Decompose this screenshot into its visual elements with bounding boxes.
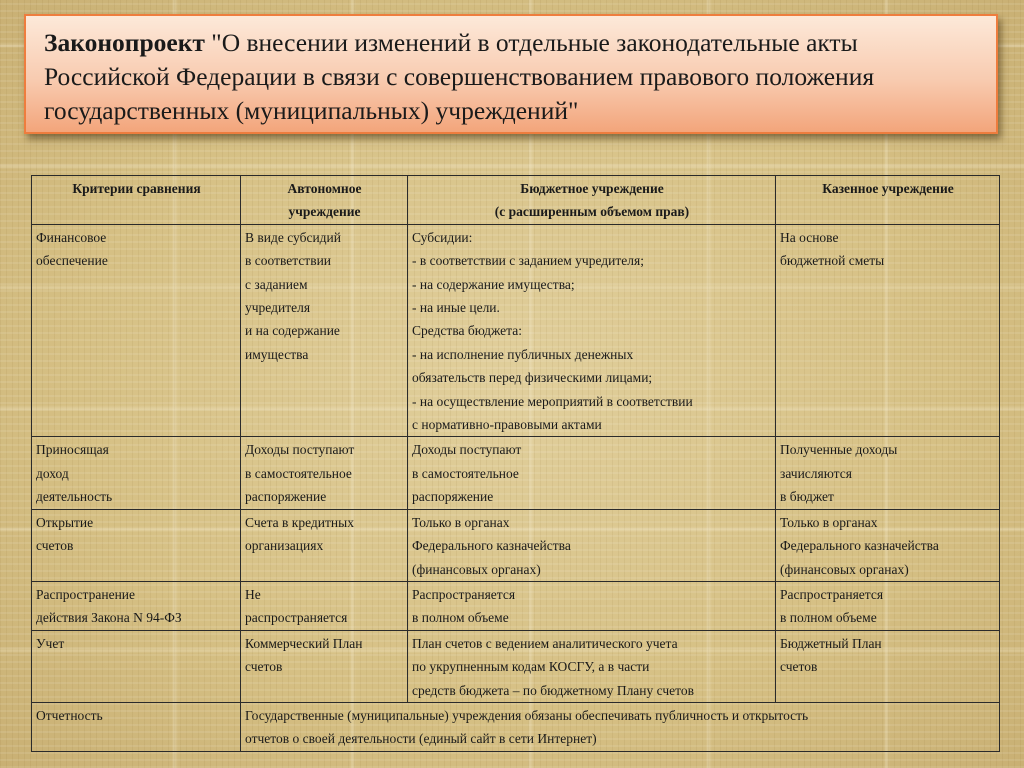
table-row xyxy=(32,224,1000,437)
title-rest: "О внесении изменений в отдельные законодательные акты Российской Федерации в связи с совершенствованием правового положения государственных (муниципальных) учреждений" xyxy=(44,28,875,125)
cell-criterion: Отчетность xyxy=(32,702,241,751)
table-row xyxy=(32,581,1000,630)
cell-treasury: Бюджетный План счетов xyxy=(776,630,1000,702)
cell-budget: План счетов с ведением аналитического учета по укрупненным кодам КОСГУ, а в части средств бюджета – по бюджетному Плану счетов xyxy=(408,630,776,702)
cell-criterion: Финансовое обеспечение xyxy=(32,224,241,437)
header-criteria: Критерии сравнения xyxy=(32,176,241,225)
cell-autonomous: Коммерческий План счетов xyxy=(241,630,408,702)
cell-criterion: Распространение действия Закона N 94-ФЗ xyxy=(32,581,241,630)
cell-merged-reporting: Государственные (муниципальные) учреждения обязаны обеспечивать публичность и открытость отчетов о своей деятельности (единый сайт в сети Интернет) xyxy=(241,702,1000,751)
cell-budget: Распространяется в полном объеме xyxy=(408,581,776,630)
cell-criterion: Учет xyxy=(32,630,241,702)
cell-treasury: Распространяется в полном объеме xyxy=(776,581,1000,630)
cell-autonomous: Не распространяется xyxy=(241,581,408,630)
title-box xyxy=(24,14,998,134)
cell-treasury: Только в органах Федерального казначейства (финансовых органах) xyxy=(776,509,1000,581)
cell-treasury: Полученные доходы зачисляются в бюджет xyxy=(776,437,1000,509)
cell-budget: Субсидии: - в соответствии с заданием учредителя; - на содержание имущества; - на иные цели. Средства бюджета: - на исполнение публичных денежных обязательств перед физическими лицами; - на осуществление мероприятий в соответствии с нормативно-правовыми актами xyxy=(408,224,776,437)
cell-budget: Только в органах Федерального казначейства (финансовых органах) xyxy=(408,509,776,581)
table-row xyxy=(32,702,1000,751)
table-row xyxy=(32,630,1000,702)
cell-budget: Доходы поступают в самостоятельное распоряжение xyxy=(408,437,776,509)
cell-autonomous: Счета в кредитных организациях xyxy=(241,509,408,581)
header-autonomous: Автономное учреждение xyxy=(241,176,408,225)
cell-criterion: Приносящая доход деятельность xyxy=(32,437,241,509)
cell-criterion: Открытие счетов xyxy=(32,509,241,581)
header-budget: Бюджетное учреждение (с расширенным объемом прав) xyxy=(408,176,776,225)
table-row xyxy=(32,509,1000,581)
comparison-table xyxy=(31,175,1000,752)
cell-autonomous: В виде субсидий в соответствии с заданием учредителя и на содержание имущества xyxy=(241,224,408,437)
table-header-row xyxy=(32,176,1000,225)
slide-title xyxy=(44,26,976,128)
cell-treasury: На основе бюджетной сметы xyxy=(776,224,1000,437)
title-bold: Законопроект xyxy=(44,28,205,57)
cell-autonomous: Доходы поступают в самостоятельное распоряжение xyxy=(241,437,408,509)
table-row xyxy=(32,437,1000,509)
header-treasury: Казенное учреждение xyxy=(776,176,1000,225)
